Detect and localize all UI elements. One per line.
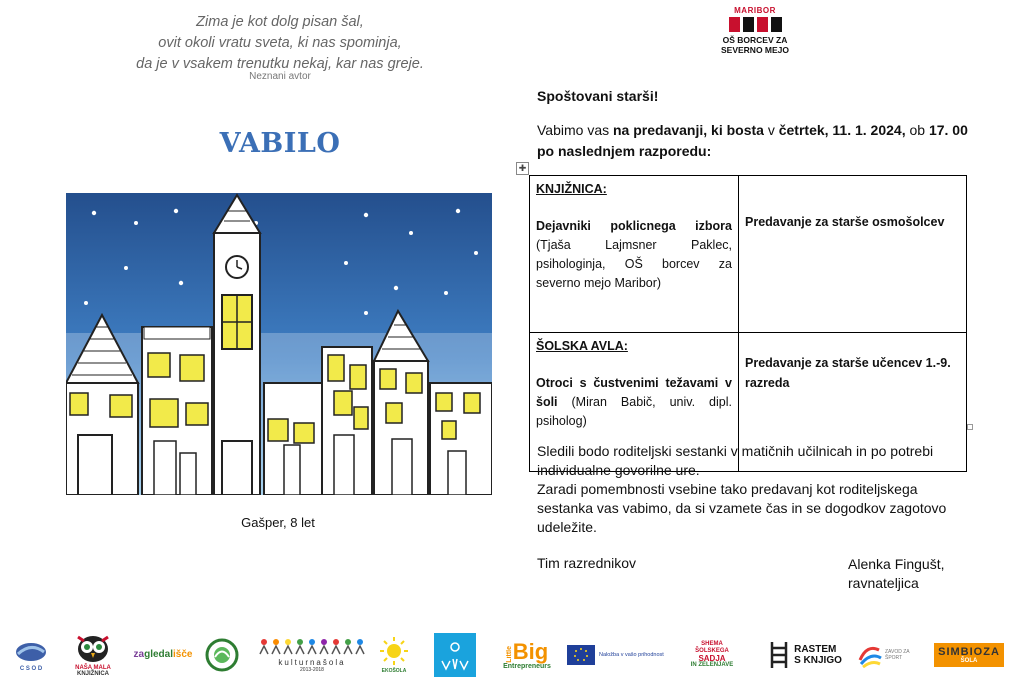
location-label: KNJIŽNICA: — [536, 182, 607, 196]
igrisce-text — [134, 649, 193, 661]
eu-label: Naložba v vašo prihodnost — [599, 651, 664, 658]
csod-logo — [12, 628, 50, 682]
invite-part-5: ob — [905, 122, 929, 138]
follow-up-line: udeležite. — [537, 519, 597, 535]
simbioza-badge — [934, 643, 1004, 667]
school-logo-city: MARIBOR — [734, 6, 776, 15]
shema-line-1: SHEMA — [701, 641, 723, 647]
eu-flag-icon — [567, 645, 595, 665]
rastem-line-2: S KNJIGO — [794, 655, 842, 666]
follow-up-line: individualne govorilne ure. — [537, 462, 700, 478]
kulturna-sola-label: kulturnašola — [278, 657, 346, 667]
schedule-cell-location — [530, 176, 739, 333]
big-label: Big — [512, 638, 549, 664]
quote-line-3: da je v vsakem trenutku nekaj, kar nas greje. — [136, 56, 424, 72]
rastem-line-1: RASTEM — [794, 644, 837, 655]
table-resize-handle[interactable] — [967, 424, 973, 430]
kulturna-sola-years: 2013-2018 — [300, 666, 324, 673]
knjiznica-label-2: KNJIŽNICA — [76, 671, 109, 677]
schedule-table — [529, 175, 967, 472]
follow-up-line: Sledili bodo roditeljski sestanki v matičnih učilnicah in po potrebi — [537, 443, 934, 459]
eko-sola-logo — [374, 628, 414, 682]
blue-square-logo — [433, 628, 477, 682]
school-logo-emblem — [705, 17, 805, 32]
signature-principal — [848, 555, 945, 593]
igrisce-part-2: gledal — [144, 649, 173, 660]
school-logo-line-1: OŠ BORCEV ZA — [722, 35, 788, 45]
nasa-mala-knjiznica-logo — [66, 628, 120, 682]
lecture-topic: Otroci s čustvenimi težavami v šoli — [536, 376, 732, 409]
blue-square-icon — [434, 633, 476, 677]
knjiznica-label-1: NAŠA MALA — [75, 665, 111, 671]
kulturna-sola-logo — [256, 628, 368, 682]
lecture-audience: Predavanje za starše osmošolcev — [739, 176, 967, 333]
people-chain-icon — [258, 638, 366, 656]
invite-lectures: na predavanji, ki bosta — [613, 122, 764, 138]
follow-up-text — [537, 442, 957, 537]
location-label: ŠOLSKA AVLA: — [536, 339, 628, 353]
invite-time: 17. 00 — [928, 122, 968, 138]
page-title: VABILO — [219, 128, 341, 159]
owl-icon — [76, 633, 110, 663]
lecture-audience: Predavanje za starše učencev 1.-9. razreda — [739, 333, 967, 472]
shema-text — [691, 641, 734, 669]
rastem-s-knjigo-logo — [760, 628, 850, 682]
zavod-za-sport-logo — [855, 628, 921, 682]
eu-investment-logo — [563, 628, 673, 682]
city-drawing-illustration — [66, 193, 492, 495]
principal-name: Alenka Fingušt, — [848, 556, 945, 572]
zavod-label: ZAVOD ZA ŠPORT — [885, 649, 910, 661]
green-badge-icon — [205, 638, 239, 672]
partner-logos-strip — [0, 628, 1024, 690]
drawing-caption: Gašper, 8 let — [241, 515, 315, 530]
ladder-icon — [768, 640, 790, 670]
school-logo — [705, 6, 805, 55]
entrepreneurs-label: Entrepreneurs — [503, 662, 551, 670]
letter-greeting: Spoštovani starši! — [537, 88, 659, 104]
igrisce-logo — [134, 628, 192, 682]
simbioza-label: SIMBIOZA — [938, 646, 1000, 658]
shema-sadja-logo — [682, 628, 742, 682]
quote-line-2: ovit okoli vratu sveta, ki nas spominja, — [158, 35, 402, 51]
sport-swirl-icon — [857, 642, 883, 668]
follow-up-line: Zaradi pomembnosti vsebine tako predavanj kot roditeljskega — [537, 481, 918, 497]
sun-icon — [378, 636, 410, 666]
winter-quote — [120, 12, 440, 75]
lecture-speaker: (Tjaša Lajmsner Paklec, psihologinja, OŠ borcev za severno mejo Maribor) — [536, 238, 732, 290]
invite-schedule-intro: po naslednjem razporedu: — [537, 143, 712, 159]
child-drawing-city-night — [66, 193, 492, 495]
quote-line-1: Zima je kot dolg pisan šal, — [196, 14, 364, 30]
table-move-handle-icon[interactable]: ✚ — [516, 162, 529, 175]
invite-part-3: v — [763, 122, 779, 138]
eko-sola-label: EKOŠOLA — [381, 668, 407, 674]
signature-teachers: Tim razrednikov — [537, 555, 637, 571]
invite-part-1: Vabimo vas — [537, 122, 613, 138]
table-row — [530, 176, 967, 333]
simbioza-logo — [928, 628, 1010, 682]
igrisce-part-3: išče — [173, 649, 193, 660]
shema-line-3: SADJA — [698, 654, 726, 663]
invitation-text — [537, 120, 977, 162]
lecture-speaker: (Miran Babič, univ. dipl. psiholog) — [536, 395, 732, 428]
igrisce-part-1: za — [133, 649, 145, 660]
lecture-topic: Dejavniki poklicnega izbora — [536, 219, 732, 233]
simbioza-sub: ŠOLA — [960, 658, 978, 664]
rastem-text — [794, 644, 842, 666]
school-logo-line-2: SEVERNO MEJO — [720, 45, 790, 55]
quote-author: Neznani avtor — [249, 71, 311, 82]
csod-icon — [14, 638, 48, 664]
follow-up-line: sestanka vas vabimo, da si vzamete čas in se dogodkov zagotovo — [537, 500, 947, 516]
little-big-entrepreneurs-logo — [504, 628, 550, 682]
shema-line-4: IN ZELENJAVE — [690, 662, 734, 668]
csod-label: C S O D — [19, 666, 43, 672]
principal-role: ravnateljica — [848, 575, 919, 591]
invite-date: četrtek, 11. 1. 2024, — [778, 122, 906, 138]
shema-line-2: ŠOLSKEGA — [695, 648, 729, 654]
little-big-text — [505, 638, 549, 664]
little-label: Little — [505, 645, 513, 663]
green-school-badge-logo — [202, 628, 242, 682]
